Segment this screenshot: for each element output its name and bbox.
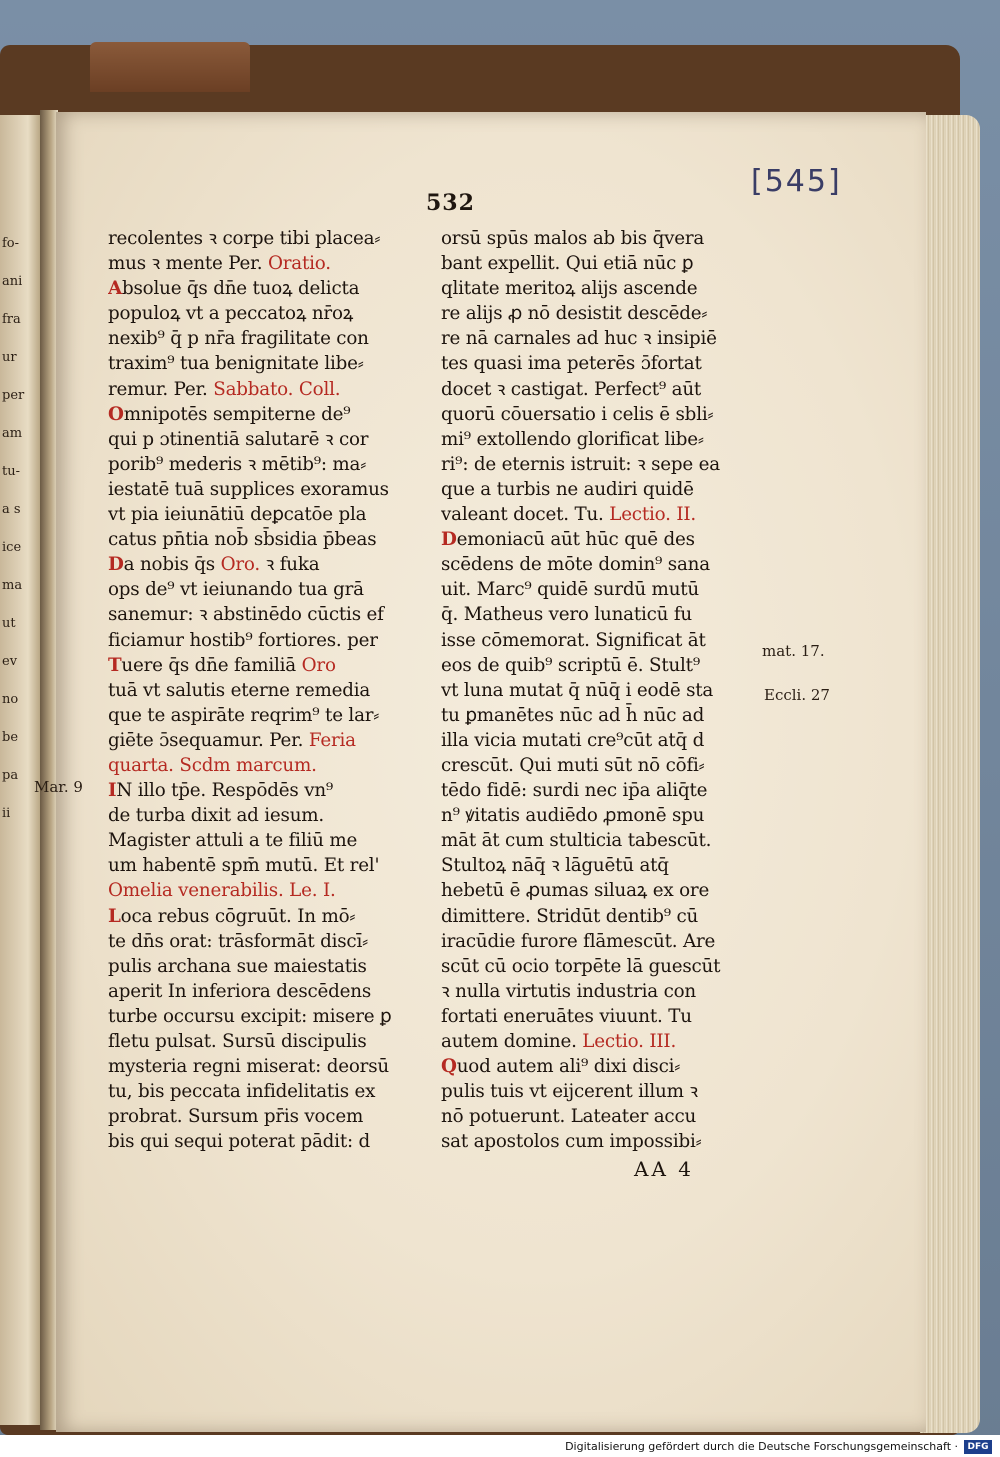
text-line	[441, 954, 771, 979]
text-line	[441, 1129, 771, 1154]
left-page-text-fragment: be	[2, 730, 19, 745]
line-text: ꝛ nulla virtutis industria con	[441, 980, 696, 1002]
text-line	[108, 853, 438, 878]
signature-mark: AA 4	[634, 1157, 694, 1181]
line-text: uod autem ali⁹ dixi disci⸗	[456, 1056, 681, 1078]
text-line	[108, 778, 438, 803]
line-text: bant expellit. Qui etiā nūc ꝑ	[441, 253, 694, 275]
text-line	[441, 377, 771, 402]
initial-letter: D	[441, 529, 457, 551]
text-line	[108, 326, 438, 351]
left-page-text-fragment: fo-	[2, 236, 20, 251]
dfg-logo: DFG	[964, 1440, 992, 1454]
rubric-text: Lectio. III.	[582, 1031, 677, 1052]
line-text: iestatē tuā supplices exoramus	[108, 478, 389, 500]
line-text: que te aspirāte reqrim⁹ te lar⸗	[108, 704, 380, 726]
line-text: mnipotēs sempiterne de⁹	[123, 403, 351, 425]
line-text: uit. Marc⁹ quidē surdū mutū	[441, 579, 699, 601]
text-line	[108, 728, 438, 753]
text-line	[441, 878, 771, 903]
line-text: tu ꝑmanētes nūc ad h̄ nūc ad	[441, 704, 705, 726]
line-text: autem domine.	[441, 1031, 583, 1052]
text-line	[108, 828, 438, 853]
text-line	[108, 1004, 438, 1029]
margin-note-right-1: mat. 17.	[762, 642, 825, 660]
line-text: n⁹ ꝟitatis audiēdo ꝓmonē spu	[441, 805, 705, 827]
text-line	[108, 477, 438, 502]
rubric-text: Feria	[308, 729, 356, 751]
text-line	[441, 452, 771, 477]
line-text: vt luna mutat q̄ nūq̄ i eodē sta	[441, 679, 714, 701]
line-text: orsū spūs malos ab bis q̄vera	[441, 228, 705, 249]
left-page-text-fragment: ev	[2, 654, 18, 669]
line-text: quorū cōuersatio i celis ē sbli⸗	[441, 403, 714, 425]
line-text: vt pia ieiunātiū deꝑcatōe pla	[108, 504, 367, 526]
text-line	[441, 853, 771, 878]
line-text: mysteria regni miserat: deorsū	[108, 1056, 389, 1078]
rubric-text: Sabbato. Coll.	[213, 378, 341, 400]
text-line	[441, 929, 771, 954]
text-line	[108, 653, 438, 678]
rubric-text: Lectio. II.	[609, 504, 697, 526]
rubric-text: Oro	[301, 654, 336, 676]
line-text: re alijs ꝓ nō desistit descēde⸗	[441, 303, 708, 325]
text-line	[441, 703, 771, 728]
initial-letter: A	[108, 278, 122, 300]
footer-bar	[0, 1435, 1000, 1457]
text-line	[441, 1104, 771, 1129]
text-line	[108, 904, 438, 929]
left-page-text-fragment: pa	[2, 768, 19, 783]
folio-number: 532	[426, 190, 475, 216]
text-line	[108, 1054, 438, 1079]
rubric-text: quarta. Scdm marcum.	[108, 754, 317, 776]
text-line	[108, 301, 438, 326]
line-text: de turba dixit ad iesum.	[108, 805, 325, 827]
initial-letter: L	[108, 905, 121, 927]
footer-credit: Digitalisierung gefördert durch die Deutsche Forschungsgemeinschaft ·	[565, 1440, 958, 1453]
text-line	[108, 226, 438, 251]
line-text: qlitate meritoꝝ alijs ascende	[441, 278, 698, 300]
line-text: traxim⁹ tua benignitate libe⸗	[108, 353, 364, 375]
text-line	[108, 276, 438, 301]
line-text-tail: ꝛ fuka	[260, 554, 320, 576]
line-text: fletu pulsat. Sursū discipulis	[108, 1031, 367, 1052]
line-text: nexib⁹ q̄ p nr̄a fragilitate con	[108, 328, 369, 350]
text-line	[441, 477, 771, 502]
text-line	[441, 577, 771, 602]
line-text: sanemur: ꝛ abstinēdo cūctis ef	[108, 604, 384, 626]
left-page-text-fragment: fra	[2, 312, 21, 327]
text-line	[108, 1129, 438, 1154]
line-text: eos de quib⁹ scriptū ē. Stult⁹	[441, 654, 700, 676]
line-text: sat apostolos cum impossibi⸗	[441, 1131, 702, 1153]
line-text: mi⁹ extollendo glorificat libe⸗	[441, 428, 704, 450]
line-text: re nā carnales ad huc ꝛ insipiē	[441, 328, 717, 350]
line-text: ri⁹: de eternis istruit: ꝛ sepe ea	[441, 453, 720, 475]
left-page-text-fragment: per	[2, 388, 25, 403]
text-line	[441, 226, 771, 251]
text-line	[441, 527, 771, 552]
initial-letter: D	[108, 554, 124, 576]
text-line	[108, 552, 438, 577]
line-text: bsolue q̄s dn̄e tuoꝝ delicta	[121, 278, 360, 300]
text-line	[108, 628, 438, 653]
line-text: aperit In inferiora descēdens	[108, 980, 372, 1002]
text-line	[441, 1029, 771, 1054]
rubric-text: Omelia venerabilis. Le. I.	[108, 880, 336, 902]
text-line	[441, 502, 771, 527]
left-page-text-fragment: ma	[2, 578, 23, 593]
line-text: q̄. Matheus vero lunaticū fu	[441, 604, 693, 626]
initial-letter: O	[108, 403, 124, 425]
text-line	[108, 954, 438, 979]
line-text: iracūdie furore flāmescūt. Are	[441, 930, 716, 952]
left-page-text-fragment: ur	[2, 350, 17, 365]
initial-letter: Q	[441, 1056, 457, 1078]
initial-letter: I	[108, 780, 117, 802]
line-text: que a turbis ne audiri quidē	[441, 478, 694, 500]
text-line	[108, 402, 438, 427]
text-line	[441, 301, 771, 326]
line-text: isse cōmemorat. Significat āt	[441, 629, 706, 651]
left-page-text-fragment: am	[2, 426, 23, 441]
text-line	[108, 577, 438, 602]
text-line	[441, 1004, 771, 1029]
line-text: Magister attuli a te filiū me	[108, 830, 358, 852]
line-text: qui p ɔtinentiā salutarē ꝛ cor	[108, 428, 369, 450]
line-text: illa vicia mutati cre⁹cūt atq̄ d	[441, 729, 705, 751]
line-text: tuā vt salutis eterne remedia	[108, 679, 371, 701]
left-page-text-fragment: tu-	[2, 464, 20, 479]
text-line	[441, 427, 771, 452]
line-text: te dn̄s orat: trāsformāt discī⸗	[108, 930, 368, 952]
line-text: tes quasi ima peterēs ɔ̄fortat	[441, 353, 702, 375]
text-line	[441, 1054, 771, 1079]
line-text: tu, bis peccata infidelitatis ex	[108, 1081, 376, 1103]
text-line	[108, 502, 438, 527]
text-line	[441, 276, 771, 301]
printed-page	[34, 112, 926, 1432]
left-page-text-fragment: ani	[2, 274, 23, 289]
line-text: tēdo fidē: surdi nec ip̄a aliq̄te	[441, 780, 708, 802]
text-line	[441, 904, 771, 929]
text-line	[108, 1104, 438, 1129]
text-line	[441, 251, 771, 276]
line-text: nō potuerunt. Lateater accu	[441, 1106, 697, 1128]
line-text: bis qui sequi poterat pādit: d	[108, 1131, 371, 1153]
text-line	[108, 351, 438, 376]
line-text: populoꝝ vt a peccatoꝝ nr̄oꝝ	[108, 303, 354, 325]
text-line	[441, 653, 771, 678]
text-line	[108, 602, 438, 627]
text-line	[441, 979, 771, 1004]
line-text: ficiamur hostib⁹ fortiores. per	[108, 629, 378, 651]
text-line	[441, 1079, 771, 1104]
line-text: N illo tp̄e. Respōdēs vn⁹	[116, 780, 334, 802]
line-text: scūt cū ocio torpēte lā guescūt	[441, 955, 721, 977]
line-text: valeant docet. Tu.	[441, 504, 610, 526]
text-line	[441, 828, 771, 853]
line-text: porib⁹ mederis ꝛ mētib⁹: ma⸗	[108, 453, 367, 475]
text-line	[108, 1079, 438, 1104]
line-text: docet ꝛ castigat. Perfect⁹ aūt	[441, 378, 702, 400]
book-top-edge	[90, 42, 250, 92]
text-line	[441, 402, 771, 427]
text-line	[441, 628, 771, 653]
line-text: ops de⁹ vt ieiunando tua grā	[108, 579, 364, 601]
line-text: scēdens de mōte domin⁹ sana	[441, 554, 710, 576]
line-text: fortati eneruātes viuunt. Tu	[441, 1005, 692, 1027]
line-text: remur. Per.	[108, 378, 214, 400]
line-text: dimittere. Stridūt dentib⁹ cū	[441, 905, 699, 927]
text-line	[108, 803, 438, 828]
text-line	[441, 552, 771, 577]
text-line	[108, 878, 438, 903]
line-text: pulis tuis vt eijcerent illum ꝛ	[441, 1081, 698, 1103]
text-line	[108, 1029, 438, 1054]
text-line	[108, 251, 438, 276]
text-line	[108, 527, 438, 552]
left-page-text-fragment: ii	[2, 806, 11, 821]
text-line	[108, 678, 438, 703]
line-text: Stultoꝝ nāq̄ ꝛ lāguētū atq̄	[441, 855, 669, 877]
initial-letter: T	[108, 654, 122, 676]
margin-note-left: Mar. 9	[34, 778, 83, 796]
line-text: probrat. Sursum pr̄is vocem	[108, 1106, 364, 1128]
text-line	[441, 728, 771, 753]
left-page-text-fragment: ice	[2, 540, 22, 555]
text-line	[108, 427, 438, 452]
text-line	[108, 753, 438, 778]
line-text: giēte ɔ̄sequamur. Per.	[108, 729, 309, 751]
text-line	[441, 753, 771, 778]
text-line	[441, 678, 771, 703]
line-text: recolentes ꝛ corpe tibi placea⸗	[108, 228, 381, 249]
line-text: hebetū ē ꝓumas siluaꝝ ex ore	[441, 880, 710, 902]
left-page-text-fragment: no	[2, 692, 19, 707]
left-page-text-fragment: a s	[2, 502, 21, 517]
line-text: a nobis q̄s	[123, 554, 221, 576]
rubric-text: Oro.	[220, 554, 261, 576]
line-text: turbe occursu excipit: misere ꝑ	[108, 1005, 392, 1027]
line-text: oca rebus cōgruūt. In mō⸗	[120, 905, 356, 927]
line-text: catus pn̄tia nob̄ sb̄sidia p̄beas	[108, 529, 377, 551]
line-text: māt āt cum stulticia tabescūt.	[441, 830, 712, 852]
line-text: emoniacū aūt hūc quē des	[456, 529, 695, 551]
text-line	[441, 351, 771, 376]
line-text: uere q̄s dn̄e familiā	[121, 654, 302, 676]
text-line	[108, 703, 438, 728]
text-line	[441, 602, 771, 627]
line-text: pulis archana sue maiestatis	[108, 955, 367, 977]
line-text: um habentē spm̄ mutū. Et rel'	[108, 855, 380, 877]
text-line	[441, 326, 771, 351]
text-column-left	[108, 226, 438, 1154]
left-page-text-fragment: ut	[2, 616, 16, 631]
text-line	[108, 452, 438, 477]
text-line	[108, 929, 438, 954]
left-page-fragment	[0, 115, 40, 1425]
rubric-text: Oratio.	[267, 253, 331, 275]
page-stack	[920, 115, 980, 1433]
text-line	[108, 979, 438, 1004]
line-text: mus ꝛ mente Per.	[108, 253, 268, 275]
text-line	[441, 803, 771, 828]
shelfmark-annotation: [545]	[751, 164, 842, 199]
line-text: crescūt. Qui muti sūt nō cōfi⸗	[441, 754, 705, 776]
text-line	[108, 377, 438, 402]
text-line	[441, 778, 771, 803]
margin-note-right-2: Eccli. 27	[764, 686, 830, 704]
text-column-right	[441, 226, 771, 1154]
